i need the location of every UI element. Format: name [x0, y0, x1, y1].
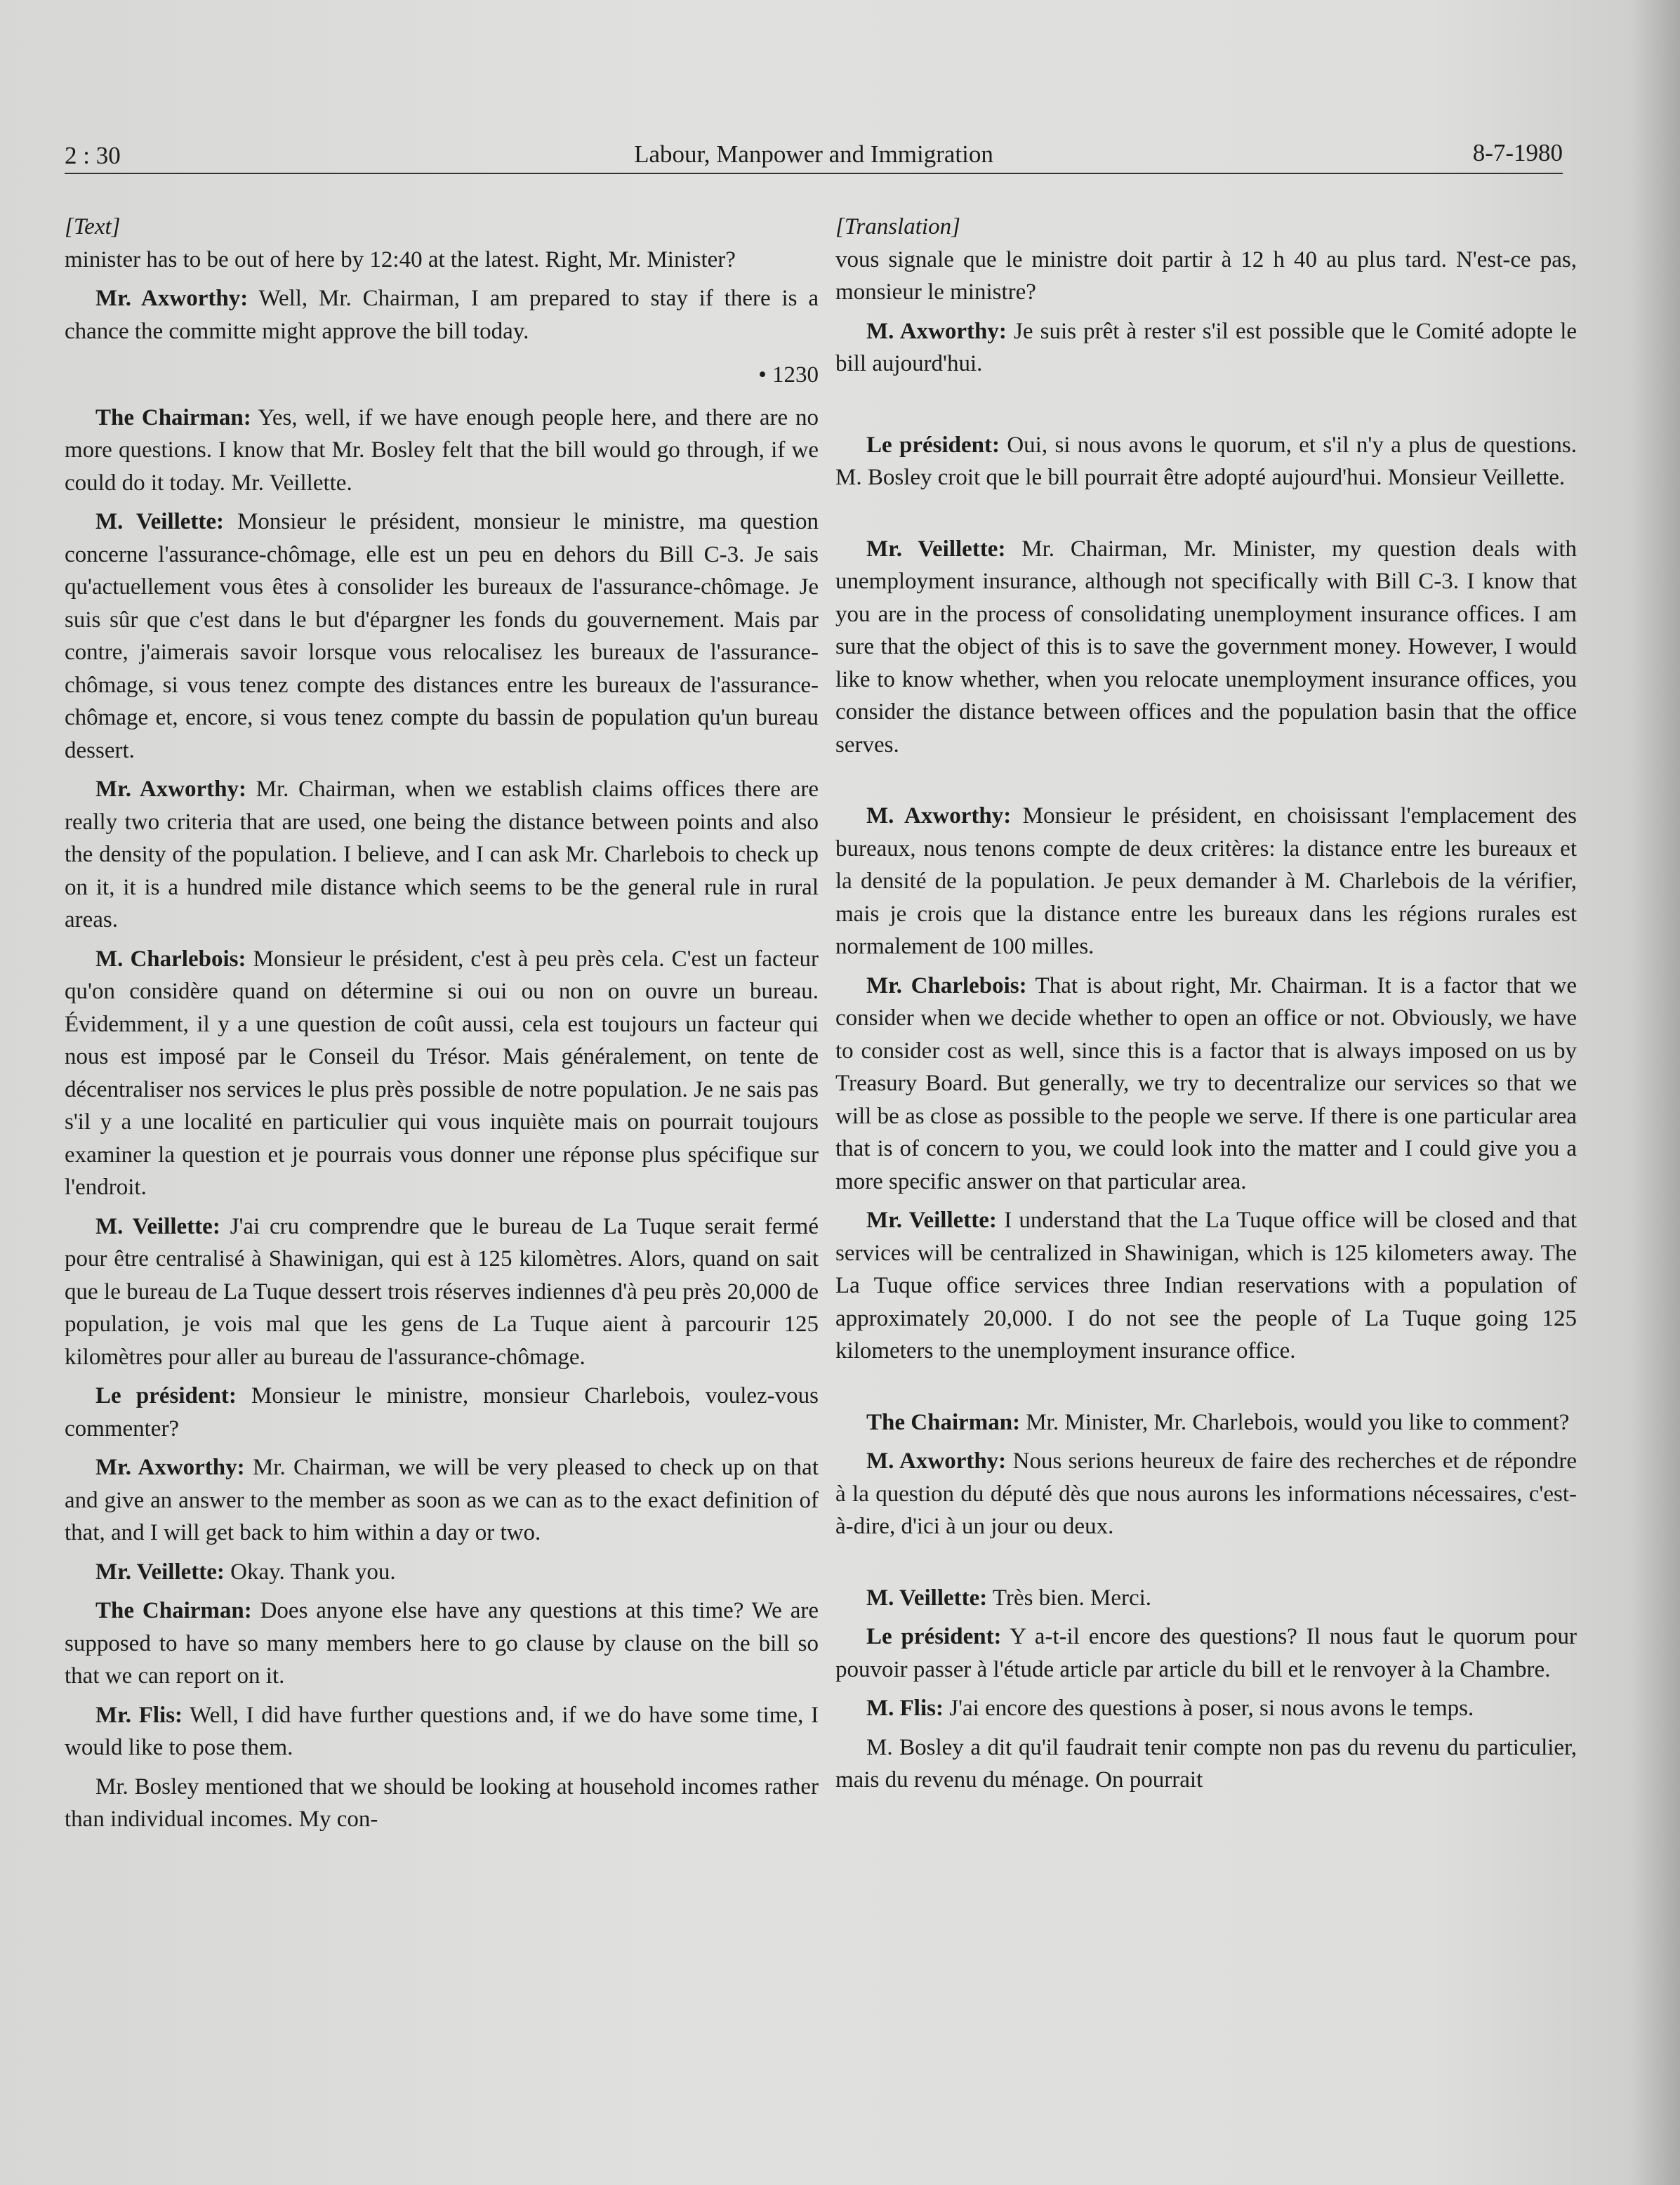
paragraph: M. Axworthy: Je suis prêt à rester s'il est possible que le Comité adopte le bill aujourd'hui.	[835, 318, 1578, 376]
paragraph: Mr. Axworthy: Mr. Chairman, when we establish claims offices there are really two criteria that are used, one being the distance between points and also the density of the population. I believe, and I can ask Mr. Charlebois to check up on it, it is a hundred mile distance which seems to be the general rule in rural areas.	[65, 777, 819, 932]
speaker: Le président:	[866, 1624, 1002, 1649]
paragraph: Mr. Flis: Well, I did have further questions and, if we do have some time, I would like to pose them.	[65, 1702, 819, 1760]
paragraph: Mr. Axworthy: Well, Mr. Chairman, I am prepared to stay if there is a chance the committe might approve the bill today.	[65, 286, 819, 344]
paragraph: M. Axworthy: Nous serions heureux de faire des recherches et de répondre à la question du député dès que nous aurons les informations nécessaires, c'est-à-dire, d'ici à un jour ou deux.	[835, 1448, 1577, 1539]
paragraph: Mr. Veillette: I understand that the La Tuque office will be closed and that services will be centralized in Shawinigan, which is 125 kilometers away. The La Tuque office services three Indian reservations with a population of approximately 20,000. I do not see the people of La Tuque going 125 kilometers to the unemployment insurance office.	[835, 1208, 1578, 1364]
spacer	[835, 767, 1577, 800]
paragraph: M. Flis: J'ai encore des questions à poser, si nous avons le temps.	[866, 1696, 1474, 1721]
speaker: Le président:	[866, 432, 1000, 458]
page-date: 8-7-1980	[1472, 139, 1563, 166]
paragraph: Le président: Y a-t-il encore des questions? Il nous faut le quorum pour pouvoir passer à l'étude article par article du bill et le renvoyer à la Chambre.	[835, 1624, 1578, 1682]
page-number: 2 : 30	[65, 142, 121, 169]
speaker: Le président:	[95, 1383, 237, 1408]
speaker: M. Veillette:	[866, 1585, 988, 1611]
paragraph: The Chairman: Mr. Minister, Mr. Charlebois, would you like to comment?	[866, 1409, 1570, 1435]
speaker: The Chairman:	[866, 1409, 1021, 1435]
paragraph: Mr. Charlebois: That is about right, Mr. Chairman. It is a factor that we consider when we decide whether to open an office or not. Obviously, we have to consider cost as well, since this is a factor that is always imposed on us by Treasury Board. But generally, we try to decentralize our services so that we will be as close as possible to the people we serve. If there is one particular area that is of concern to you, we could look into the matter and I could give you a more specific answer on that particular area.	[835, 972, 1578, 1194]
speaker: Mr. Veillette:	[866, 1208, 997, 1233]
time-marker: • 1230	[758, 362, 819, 388]
section-label: [Text]	[65, 214, 121, 239]
paragraph: M. Axworthy: Monsieur le président, en choisissant l'emplacement des bureaux, nous tenons compte de deux critères: la distance entre les bureaux et la densité de la population. Je peux demander à M. Charlebois de la vérifier, mais je crois que la distance entre les bureaux dans les régions rurales est normalement de 100 milles.	[835, 803, 1578, 959]
page-title: Labour, Manpower and Immigration	[634, 140, 993, 168]
paragraph: Mr. Veillette: Okay. Thank you.	[95, 1559, 396, 1585]
paragraph: Le président: Oui, si nous avons le quorum, et s'il n'y a plus de questions. M. Bosley croit que le bill pourrait être adopté aujourd'hui. Monsieur Veillette.	[835, 432, 1577, 490]
speaker: Mr. Flis:	[95, 1702, 183, 1728]
paragraph: minister has to be out of here by 12:40 at the latest. Right, Mr. Minister?	[65, 246, 736, 272]
spacer	[835, 1374, 1577, 1406]
paragraph: Mr. Axworthy: Mr. Chairman, we will be very pleased to check up on that and give an answer to the member as soon as we can as to the exact definition of that, and I will get back to him within a day or two.	[65, 1455, 819, 1545]
paragraph: M. Charlebois: Monsieur le président, c'est à peu près cela. C'est un facteur qu'on considère quand on détermine si oui ou non on ouvre un bureau. Évidemment, il y a une question de coût aussi, cela est toujours un facteur qui nous est imposé par le Conseil du Trésor. Mais généralement, on tente de décentraliser nos services le plus près possible de notre population. Je ne sais pas s'il y a une localité en particulier qui vous inquiète mais on pourrait toujours examiner la question et je pourrais vous donner une réponse plus spécifique sur l'endroit.	[65, 946, 819, 1200]
speaker: Mr. Veillette:	[95, 1559, 225, 1585]
paragraph: M. Veillette: Très bien. Merci.	[866, 1585, 1152, 1611]
speaker: Mr. Axworthy:	[95, 1455, 245, 1480]
speaker: M. Veillette:	[95, 1213, 220, 1239]
speaker: The Chairman:	[95, 1598, 252, 1623]
paragraph: M. Veillette: J'ai cru comprendre que le bureau de La Tuque serait fermé pour être centralisé à Shawinigan, qui est à 125 kilomètres. Alors, quand on sait que le bureau de La Tuque dessert trois réserves indiennes d'à peu près 20,000 de population, je vois mal que les gens de La Tuque aient à parcourir 125 kilomètres pour aller au bureau de l'assurance-chômage.	[65, 1213, 819, 1370]
speaker: M. Flis:	[866, 1696, 944, 1721]
speaker: M. Charlebois:	[95, 946, 246, 972]
speaker: Mr. Axworthy:	[95, 286, 249, 311]
paragraph: vous signale que le ministre doit partir à 12 h 40 au plus tard. N'est-ce pas, monsieur le ministre?	[835, 246, 1577, 305]
section-label: [Translation]	[835, 214, 960, 239]
spacer	[835, 387, 1577, 429]
speaker: Mr. Veillette:	[866, 536, 1006, 562]
paragraph: The Chairman: Yes, well, if we have enough people here, and there are no more questions. I know that Mr. Bosley felt that the bill would go through, if we could do it today. Mr. Veillette.	[65, 404, 819, 496]
speaker: Mr. Charlebois:	[866, 972, 1027, 998]
paragraph: Mr. Veillette: Mr. Chairman, Mr. Minister, my question deals with unemployment insurance, although not specifically with Bill C-3. I know that you are in the process of consolidating unemployment insurance offices. I am sure that the object of this is to save the government money. However, I would like to know whether, when you relocate unemployment insurance offices, you consider the distance between offices and the population basin that the office serves.	[835, 536, 1578, 758]
page-header	[65, 138, 1563, 174]
speaker: Mr. Axworthy:	[95, 777, 246, 802]
speaker: M. Axworthy:	[866, 803, 1012, 829]
speaker: M. Axworthy:	[866, 1448, 1007, 1474]
paragraph: M. Veillette: Monsieur le président, monsieur le ministre, ma question concerne l'assurance-chômage, elle est un peu en dehors du Bill C-3. Je sais qu'actuellement vous êtes à consolider les bureaux de l'assurance-chômage. Je suis sûr que c'est dans le but d'épargner les fonds du gouvernement. Mais par contre, j'aimerais savoir lorsque vous relocalisez les bureaux de l'assurance-chômage, si vous tenez compte des distances entre les bureaux de l'assurance-chômage et, encore, si vous tenez compte du bassin de population qu'un bureau dessert.	[65, 509, 819, 763]
speaker: The Chairman:	[95, 404, 251, 430]
spacer	[835, 1550, 1577, 1582]
speaker: M. Axworthy:	[866, 318, 1007, 344]
spacer	[835, 501, 1577, 533]
paragraph: The Chairman: Does anyone else have any questions at this time? We are supposed to have so many members here to go clause by clause on the bill so that we can report on it.	[65, 1598, 819, 1689]
speaker: M. Veillette:	[95, 509, 225, 534]
paragraph: M. Bosley a dit qu'il faudrait tenir compte non pas du revenu du particulier, mais du revenu du ménage. On pourrait	[835, 1734, 1577, 1793]
french-column	[835, 211, 1577, 1803]
english-column	[65, 211, 819, 1842]
paragraph: Le président: Monsieur le ministre, monsieur Charlebois, voulez-vous commenter?	[65, 1383, 819, 1441]
paragraph: Mr. Bosley mentioned that we should be looking at household incomes rather than individual incomes. My con-	[65, 1774, 819, 1832]
